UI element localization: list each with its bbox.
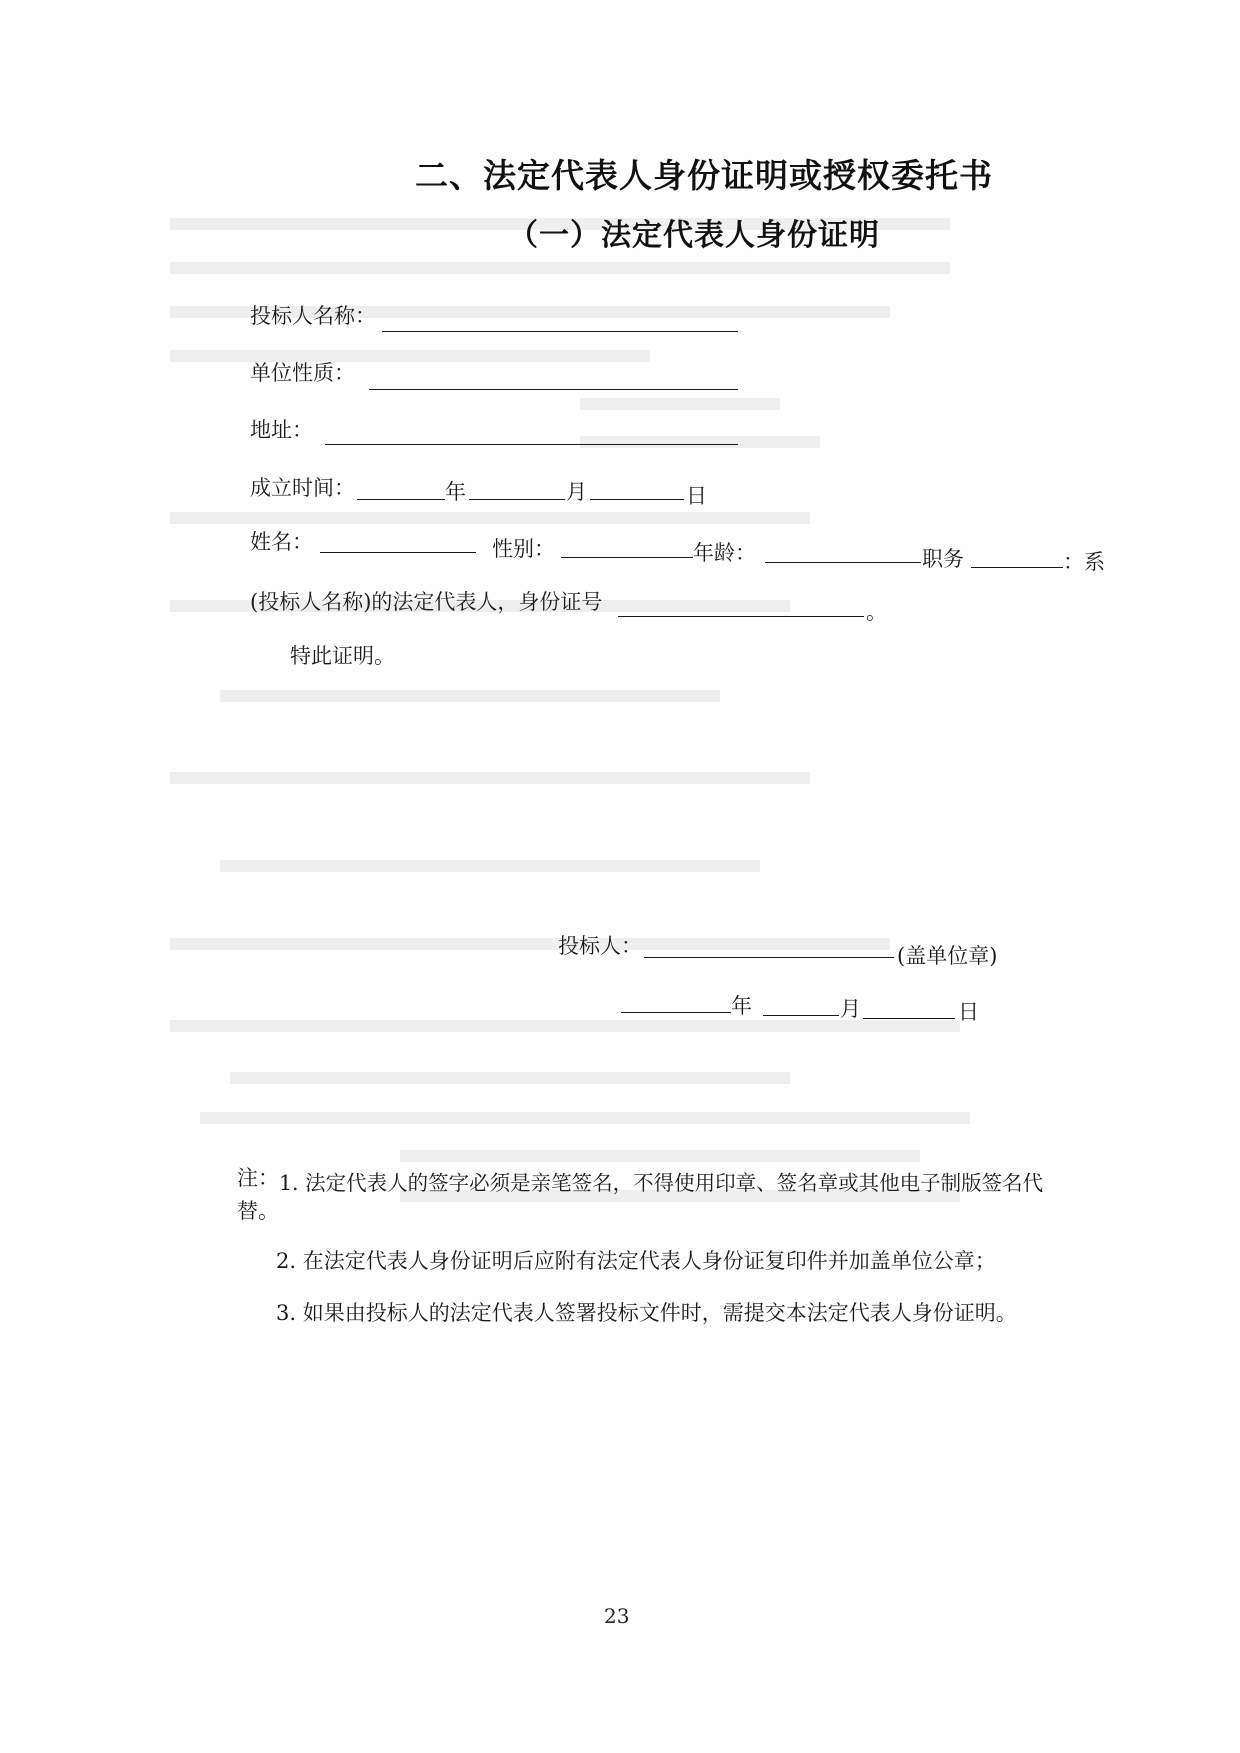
established-label: 成立时间： xyxy=(250,476,355,500)
established-day-char: 日 xyxy=(686,484,707,508)
sign-year-char: 年 xyxy=(731,994,752,1018)
note-1-line-1: 1. 法定代表人的签字必须是亲笔签名，不得使用印章、签名章或其他电子制版签名代 xyxy=(279,1171,1044,1195)
sentence-period: 。 xyxy=(866,600,887,624)
document-subtitle: （一）法定代表人身份证明 xyxy=(508,218,880,253)
note-2: 2. 在法定代表人身份证明后应附有法定代表人身份证复印件并加盖单位公章； xyxy=(276,1249,996,1273)
document-title: 二、法定代表人身份证明或授权委托书 xyxy=(415,156,993,195)
established-month-blank xyxy=(469,499,565,500)
note-3: 3. 如果由投标人的法定代表人签署投标文件时，需提交本法定代表人身份证明。 xyxy=(276,1301,1017,1325)
established-day-blank xyxy=(590,499,684,500)
legal-rep-sentence: (投标人名称)的法定代表人，身份证号 xyxy=(250,590,603,614)
established-month-char: 月 xyxy=(566,480,587,504)
name-blank xyxy=(320,552,476,553)
age-label: 年龄： xyxy=(693,541,756,565)
page-number: 23 xyxy=(604,1604,630,1628)
note-prefix: 注： xyxy=(237,1166,279,1190)
hereby-certify: 特此证明。 xyxy=(290,644,395,668)
sign-month-char: 月 xyxy=(840,997,861,1021)
unit-nature-blank xyxy=(369,389,738,390)
bidder-signature-label: 投标人： xyxy=(558,934,642,958)
sign-month-blank xyxy=(763,1015,839,1016)
bidder-signature-blank xyxy=(644,957,894,958)
address-label: 地址： xyxy=(250,418,313,442)
is-of-text: ：系 xyxy=(1063,550,1105,574)
name-label: 姓名： xyxy=(250,530,313,554)
age-blank xyxy=(765,562,921,563)
bidder-name-label: 投标人名称： xyxy=(250,304,376,328)
bidder-name-blank xyxy=(382,331,738,332)
established-year-char: 年 xyxy=(445,480,466,504)
position-blank xyxy=(971,567,1063,568)
gender-label: 性别： xyxy=(492,537,555,561)
note-1-line-2: 替。 xyxy=(237,1199,279,1223)
sign-day-char: 日 xyxy=(958,1000,979,1024)
gender-blank xyxy=(561,557,693,558)
established-year-blank xyxy=(357,499,445,500)
unit-nature-label: 单位性质： xyxy=(250,361,355,385)
sign-day-blank xyxy=(863,1018,955,1019)
id-number-blank xyxy=(618,616,864,617)
seal-label: (盖单位章) xyxy=(897,944,998,968)
address-blank xyxy=(325,444,738,445)
sign-year-blank xyxy=(621,1012,731,1013)
position-label: 职务 xyxy=(922,547,964,571)
